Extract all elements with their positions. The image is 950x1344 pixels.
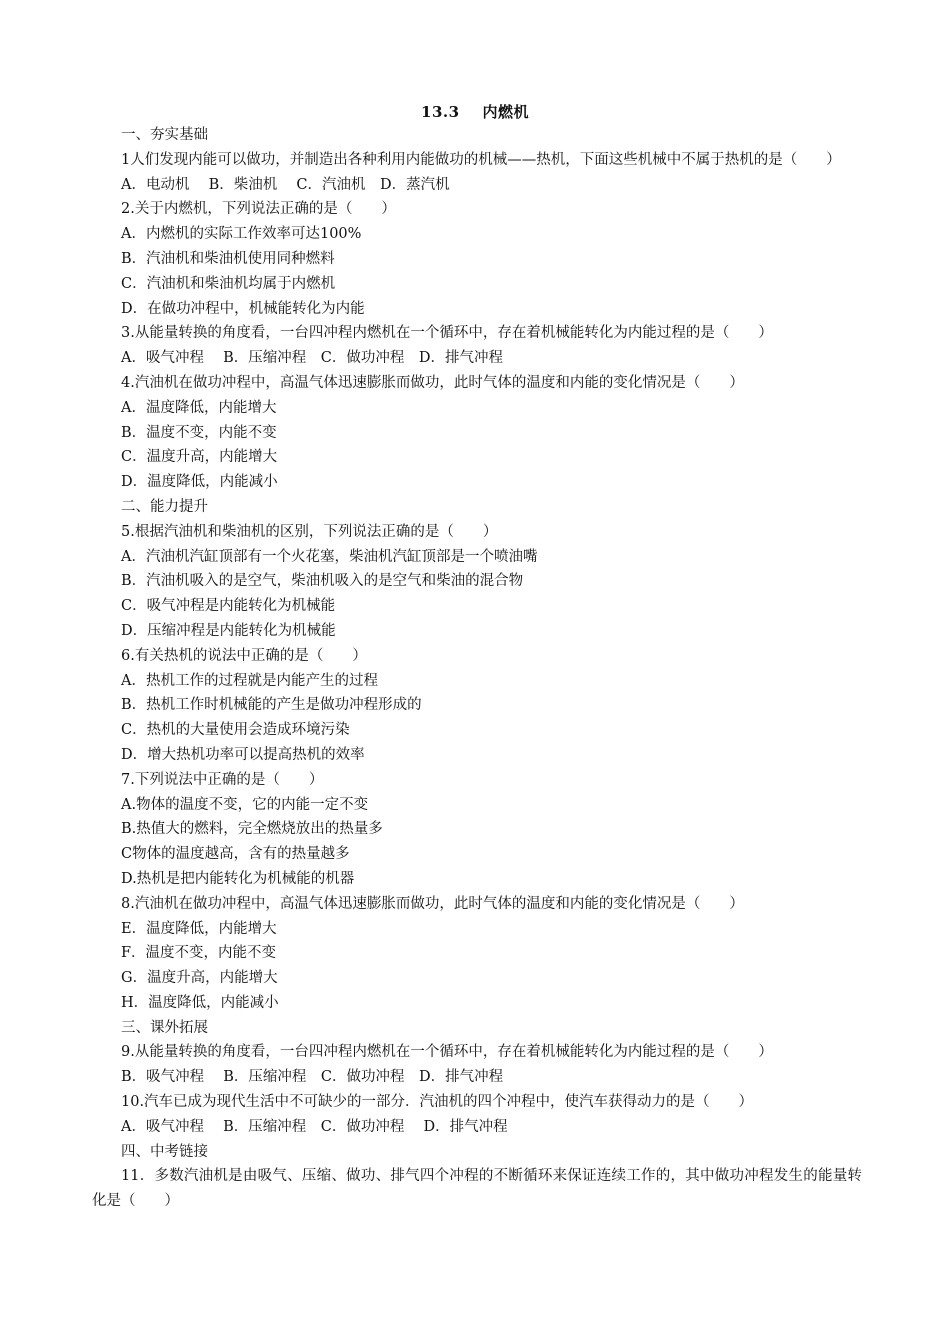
question-text: 11．多数汽油机是由吸气、压缩、做功、排气四个冲程的不断循环来保证连续工作的，其中做功冲程发生的能量转化是（ ） xyxy=(92,1168,862,1210)
options-line: A．吸气冲程 B．压缩冲程 C．做功冲程 D．排气冲程 xyxy=(121,350,503,367)
option-line: G．温度升高，内能增大 xyxy=(121,970,278,987)
section-heading: 二、能力提升 xyxy=(121,498,208,515)
option-line: E．温度降低，内能增大 xyxy=(121,920,277,937)
options-line: A．吸气冲程 B．压缩冲程 C．做功冲程 D．排气冲程 xyxy=(121,1118,508,1135)
option-line: B．热机工作时机械能的产生是做功冲程形成的 xyxy=(121,697,422,714)
section-heading: 一、夯实基础 xyxy=(121,127,208,143)
option-line: C．温度升高，内能增大 xyxy=(121,449,278,466)
section-heading: 四、中考链接 xyxy=(121,1143,208,1160)
option-line: C．热机的大量使用会造成环境污染 xyxy=(121,722,350,739)
option-line: A．热机工作的过程就是内能产生的过程 xyxy=(121,672,378,689)
question-text: 6.有关热机的说法中正确的是（ ） xyxy=(121,647,367,664)
option-line: D.热机是把内能转化为机械能的机器 xyxy=(121,870,355,887)
option-line: H．温度降低，内能减小 xyxy=(121,994,279,1011)
option-line: F．温度不变，内能不变 xyxy=(121,945,277,962)
document-body xyxy=(92,123,862,1214)
question-text: 2.关于内燃机，下列说法正确的是（ ） xyxy=(121,201,396,218)
option-line: D．压缩冲程是内能转化为机械能 xyxy=(121,622,336,639)
option-line: D．温度降低，内能减小 xyxy=(121,474,278,491)
section-heading: 三、课外拓展 xyxy=(121,1019,208,1036)
option-line: A．汽油机汽缸顶部有一个火花塞，柴油机汽缸顶部是一个喷油嘴 xyxy=(121,548,538,565)
question-text: 5.根据汽油机和柴油机的区别，下列说法正确的是（ ） xyxy=(121,523,498,540)
options-line: A．电动机 B．柴油机 C．汽油机 D．蒸汽机 xyxy=(121,176,450,193)
question-text: 9.从能量转换的角度看，一台四冲程内燃机在一个循环中，存在着机械能转化为内能过程的是（ ） xyxy=(121,1044,773,1061)
question-text: 4.汽油机在做功冲程中，高温气体迅速膨胀而做功，此时气体的温度和内能的变化情况是（ ） xyxy=(121,374,744,391)
option-line: A.物体的温度不变，它的内能一定不变 xyxy=(121,796,369,813)
option-line: B．汽油机和柴油机使用同种燃料 xyxy=(121,250,335,267)
question-text: 10.汽车已成为现代生活中不可缺少的一部分．汽油机的四个冲程中，使汽车获得动力的是（ ） xyxy=(121,1094,754,1111)
option-line: B.热值大的燃料，完全燃烧放出的热量多 xyxy=(121,821,383,838)
option-line: C．汽油机和柴油机均属于内燃机 xyxy=(121,275,336,292)
option-line: A．温度降低，内能增大 xyxy=(121,399,277,416)
question-text: 3.从能量转换的角度看，一台四冲程内燃机在一个循环中，存在着机械能转化为内能过程的是（ ） xyxy=(121,325,773,342)
option-line: B．汽油机吸入的是空气，柴油机吸入的是空气和柴油的混合物 xyxy=(121,573,524,590)
question-text: 8.汽油机在做功冲程中，高温气体迅速膨胀而做功，此时气体的温度和内能的变化情况是（ ） xyxy=(121,895,744,912)
option-line: C．吸气冲程是内能转化为机械能 xyxy=(121,598,336,615)
options-line: B．吸气冲程 B．压缩冲程 C．做功冲程 D．排气冲程 xyxy=(121,1069,504,1086)
option-line: D．增大热机功率可以提高热机的效率 xyxy=(121,746,365,763)
page-title: 13.3 内燃机 xyxy=(421,103,529,121)
option-line: D．在做功冲程中，机械能转化为内能 xyxy=(121,300,365,317)
option-line: C物体的温度越高，含有的热量越多 xyxy=(121,846,350,863)
option-line: A．内燃机的实际工作效率可达100% xyxy=(121,226,362,243)
option-line: B．温度不变，内能不变 xyxy=(121,424,277,441)
question-text: 7.下列说法中正确的是（ ） xyxy=(121,771,324,788)
question-text: 1人们发现内能可以做功，并制造出各种利用内能做功的机械——热机，下面这些机械中不属于热机的是（ ） xyxy=(121,151,841,168)
